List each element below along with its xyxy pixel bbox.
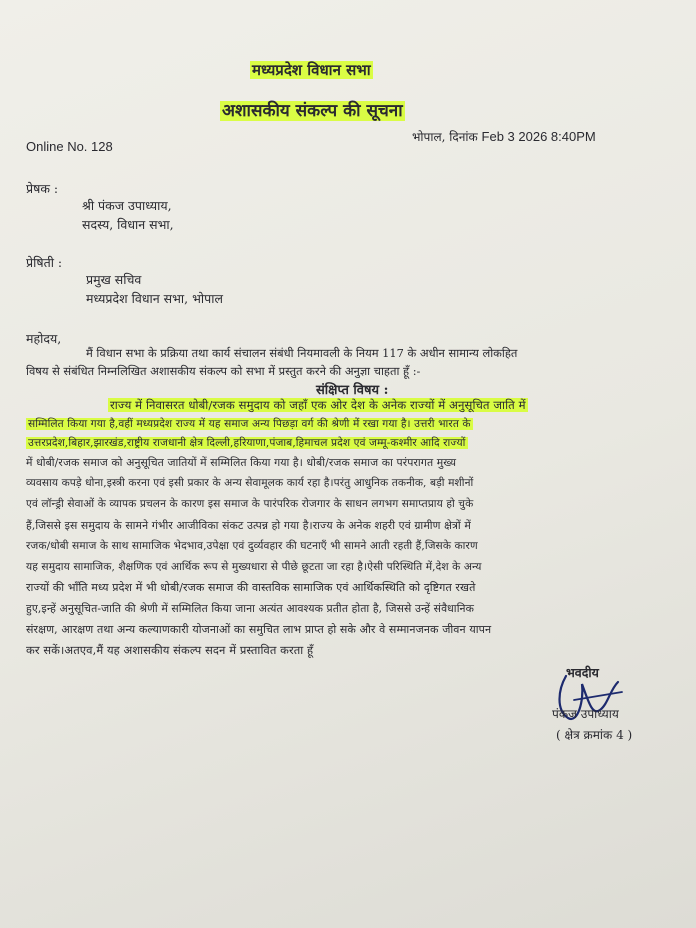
- intro-line-1: मैं विधान सभा के प्रक्रिया तथा कार्य संचालन संबंधी नियमावली के नियम 117 के अधीन सामान्य लोकहित: [86, 346, 518, 360]
- salutation: महोदय,: [26, 331, 62, 346]
- sender-designation: सदस्य, विधान सभा,: [82, 217, 174, 232]
- online-number: Online No. 128: [26, 139, 113, 154]
- recipient-label: प्रेषिती :: [26, 255, 63, 270]
- body-line: रजक/धोबी समाज के साथ सामाजिक भेदभाव,उपेक्षा एवं दुर्व्यवहार की घटनाएँ भी सामने आती रहती हैं,जिसके कारण: [26, 540, 478, 552]
- body-line: कर सकें।अतएव,मैं यह अशासकीय संकल्प सदन में प्रस्तावित करता हूँ: [26, 643, 314, 657]
- body-line: संरक्षण, आरक्षण तथा अन्य कल्याणकारी योजनाओं का समुचित लाभ प्राप्त हो सके और वे सम्मानजनक जीवन यापन: [26, 623, 492, 636]
- signatory-name: पंकज उपाध्याय: [552, 707, 619, 721]
- body-line: सम्मिलित किया गया है,वहीं मध्यप्रदेश राज्य में यह समाज अन्य पिछड़ा वर्ग की श्रेणी में रखा गया है। उत्तरी भारत के: [28, 418, 471, 430]
- body-line: एवं लॉन्ड्री सेवाओं के व्यापक प्रचलन के कारण इस समाज के पारंपरिक रोजगार के साधन लगभग समाप्तप्राय हो चुके: [26, 498, 474, 510]
- date-line: [412, 128, 596, 145]
- body-line: हुए,इन्हें अनुसूचित-जाति की श्रेणी में सम्मिलित किया जाना अत्यंत आवश्यक प्रतीत होता है, जिससे उन्हें संवैधानिक: [26, 602, 474, 615]
- date-value: Feb 3 2026 8:40PM: [481, 129, 596, 144]
- body-line: व्यवसाय कपड़े धोना,इस्त्री करना एवं इसी प्रकार के अन्य सेवामूलक कार्य रहा है।परंतु आधुनिक तकनीक, बड़ी मशीनों: [26, 477, 474, 489]
- recipient-office: मध्यप्रदेश विधान सभा, भोपाल: [86, 291, 223, 306]
- notice-title: अशासकीय संकल्प की सूचना: [222, 101, 403, 121]
- body-line: यह समुदाय सामाजिक, शैक्षणिक एवं आर्थिक रूप से मुख्यधारा से पीछे छूटता जा रहा है।ऐसी परिस्थिति में,देश के अन्य: [26, 561, 482, 573]
- subject-heading: संक्षिप्त विषय :: [316, 383, 389, 398]
- recipient-name: प्रमुख सचिव: [86, 272, 142, 287]
- body-line: हैं,जिससे इस समुदाय के सामने गंभीर आजीविका संकट उत्पन्न हो गया है।राज्य के अनेक शहरी एवं ग्रामीण क्षेत्रों में: [26, 519, 471, 532]
- sender-label: प्रेषक :: [26, 181, 59, 196]
- closing-word: भवदीय: [566, 665, 599, 680]
- date-prefix: भोपाल, दिनांक: [412, 130, 478, 144]
- body-line: उत्तरप्रदेश,बिहार,झारखंड,राष्ट्रीय राजधानी क्षेत्र दिल्ली,हरियाणा,पंजाब,हिमाचल प्रदेश एवं जम्मू-कश्मीर आदि राज्यों: [28, 437, 466, 449]
- body-line: में धोबी/रजक समाज को अनुसूचित जातियों में सम्मिलित किया गया है। धोबी/रजक समाज का परंपरागत मुख्य: [26, 456, 457, 469]
- signatory-constituency: ( क्षेत्र क्रमांक 4 ): [556, 728, 633, 742]
- body-line: राज्य में निवासरत धोबी/रजक समुदाय को जहाँ एक ओर देश के अनेक राज्यों में अनुसूचित जाति में: [110, 398, 526, 412]
- body-line: राज्यों की भाँति मध्य प्रदेश में भी धोबी/रजक समाज की वास्तविक सामाजिक एवं आर्थिकस्थिति को दृष्टिगत रखते: [26, 581, 476, 594]
- intro-line-2: विषय से संबंधित निम्नलिखित अशासकीय संकल्प को सभा में प्रस्तुत करने की अनुज्ञा चाहता हूँ :-: [26, 364, 421, 378]
- assembly-heading: मध्यप्रदेश विधान सभा: [252, 61, 371, 79]
- sender-name: श्री पंकज उपाध्याय,: [82, 198, 172, 213]
